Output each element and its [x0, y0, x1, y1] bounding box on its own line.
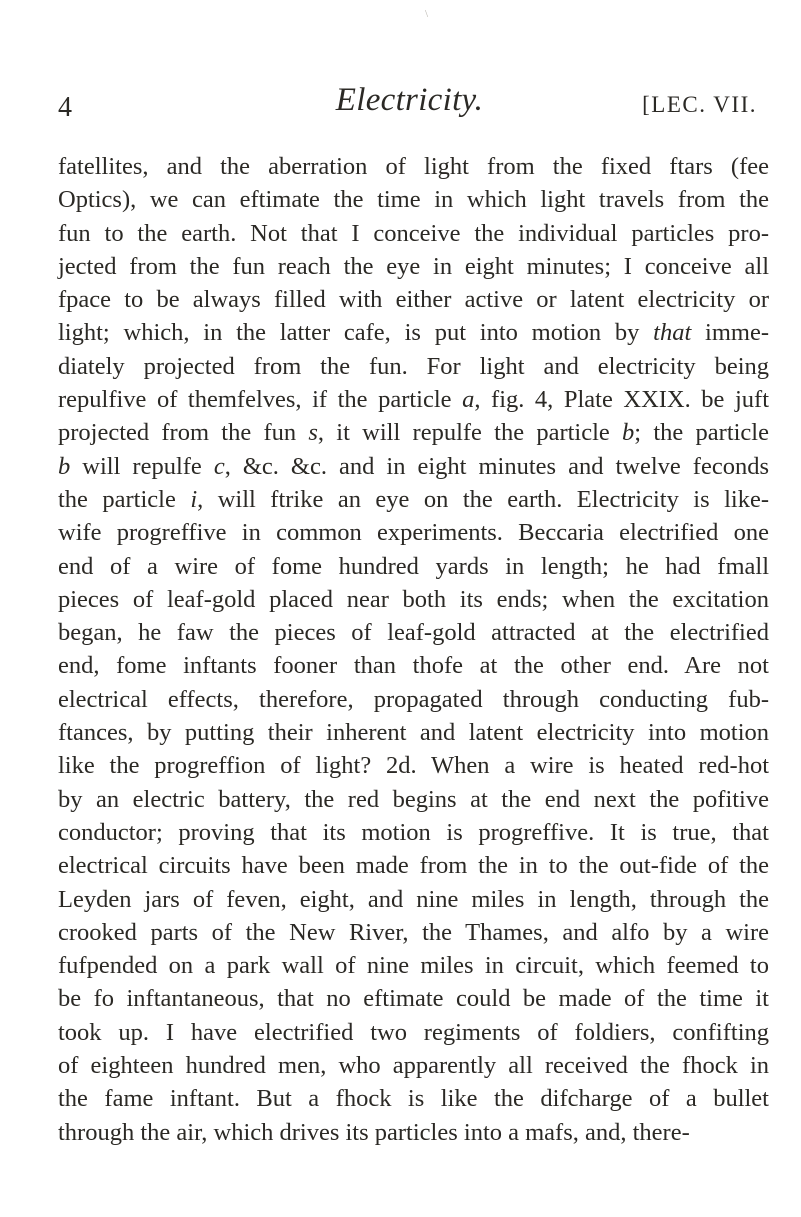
text-segment: conductor; proving that its motion is progreffive. It is true, that — [58, 818, 769, 846]
text-line — [58, 316, 769, 349]
text-line — [58, 1049, 769, 1082]
text-segment: Leyden jars of feven, eight, and nine miles in length, through the — [58, 885, 769, 913]
text-segment: electrical circuits have been made from the in to the out-fide of the — [58, 852, 769, 880]
text-line — [58, 1016, 769, 1049]
text-segment: electrical effects, therefore, propagated through conducting fub- — [58, 685, 769, 713]
text-line — [58, 383, 769, 416]
text-segment: repulfive of themfelves, if the particle — [58, 386, 463, 414]
text-segment: pieces of leaf-gold placed near both its ends; when the excitation — [58, 585, 769, 613]
text-line — [58, 250, 769, 283]
text-line — [58, 683, 769, 716]
text-segment: like the progreffion of light? 2d. When a wire is heated red-hot — [58, 752, 769, 780]
italic-variable: b — [58, 452, 71, 480]
text-line — [58, 1082, 769, 1115]
body-text — [58, 150, 769, 1149]
text-line — [58, 183, 769, 216]
text-line — [58, 416, 769, 449]
text-line — [58, 283, 769, 316]
text-segment: crooked parts of the New River, the Thames, and alfo by a wire — [58, 918, 769, 946]
text-line — [58, 583, 769, 616]
text-line — [58, 982, 769, 1015]
text-line — [58, 949, 769, 982]
text-segment: imme- — [691, 319, 769, 347]
text-segment: projected from the fun — [58, 419, 309, 447]
text-line — [58, 883, 769, 916]
text-line — [58, 217, 769, 250]
text-segment: ftances, by putting their inherent and latent electricity into motion — [58, 719, 769, 747]
text-segment: the particle — [58, 485, 191, 513]
text-segment: ; the particle — [634, 419, 769, 447]
text-segment: through the air, which drives its particles into a mafs, and, there- — [58, 1118, 690, 1146]
italic-variable: c — [213, 452, 225, 480]
italic-variable: s — [308, 419, 318, 447]
text-line — [58, 1116, 769, 1149]
text-line — [58, 516, 769, 549]
italic-variable: that — [653, 319, 692, 347]
italic-variable: a — [462, 386, 475, 414]
text-segment: , it will repulfe the particle — [317, 419, 623, 447]
page-number: 4 — [58, 92, 72, 123]
text-segment: will repulfe — [70, 452, 214, 480]
text-line — [58, 550, 769, 583]
lecture-reference: [LEC. VII. — [642, 92, 757, 117]
text-line — [58, 150, 769, 183]
text-segment: jected from the fun reach the eye in eight minutes; I conceive all — [58, 252, 769, 280]
stray-mark: \ — [425, 8, 429, 20]
text-segment: end, fome inftants fooner than thofe at the other end. Are not — [58, 652, 769, 680]
text-segment: fatellites, and the aberration of light from the fixed ftars (fee — [58, 153, 769, 180]
text-segment: diately projected from the fun. For light and electricity being — [58, 352, 769, 380]
text-line — [58, 749, 769, 782]
text-line — [58, 483, 769, 516]
text-segment: , fig. 4, Plate XXIX. be juft — [474, 386, 769, 414]
text-segment: fufpended on a park wall of nine miles in circuit, which feemed to — [58, 952, 769, 980]
text-line — [58, 450, 769, 483]
text-line — [58, 350, 769, 383]
text-line — [58, 916, 769, 949]
text-line — [58, 816, 769, 849]
page-header — [58, 78, 761, 122]
text-segment: , &c. &c. and in eight minutes and twelve feconds — [224, 452, 769, 480]
text-segment: fpace to be always filled with either active or latent electricity or — [58, 286, 769, 314]
text-line — [58, 649, 769, 682]
text-segment: the fame inftant. But a fhock is like the difcharge of a bullet — [58, 1085, 769, 1113]
text-line — [58, 616, 769, 649]
italic-variable: b — [622, 419, 635, 447]
text-segment: , will ftrike an eye on the earth. Electricity is like- — [197, 485, 769, 513]
text-segment: began, he faw the pieces of leaf-gold attracted at the electrified — [58, 619, 769, 647]
text-segment: fun to the earth. Not that I conceive the individual particles pro- — [58, 219, 769, 247]
text-line — [58, 849, 769, 882]
text-line — [58, 783, 769, 816]
text-segment: be fo inftantaneous, that no eftimate could be made of the time it — [58, 985, 769, 1013]
text-segment: end of a wire of fome hundred yards in length; he had fmall — [58, 552, 769, 580]
text-segment: Optics), we can eftimate the time in which light travels from the — [58, 186, 769, 214]
text-line — [58, 716, 769, 749]
text-segment: wife progreffive in common experiments. Beccaria electrified one — [58, 519, 769, 547]
italic-variable: i — [190, 485, 198, 513]
text-segment: took up. I have electrified two regiments of foldiers, confifting — [58, 1018, 769, 1046]
text-segment: of eighteen hundred men, who apparently all received the fhock in — [58, 1052, 769, 1080]
text-segment: light; which, in the latter cafe, is put into motion by — [58, 319, 654, 347]
running-title: Electricity. — [335, 82, 484, 118]
text-segment: by an electric battery, the red begins at the end next the pofitive — [58, 785, 769, 813]
